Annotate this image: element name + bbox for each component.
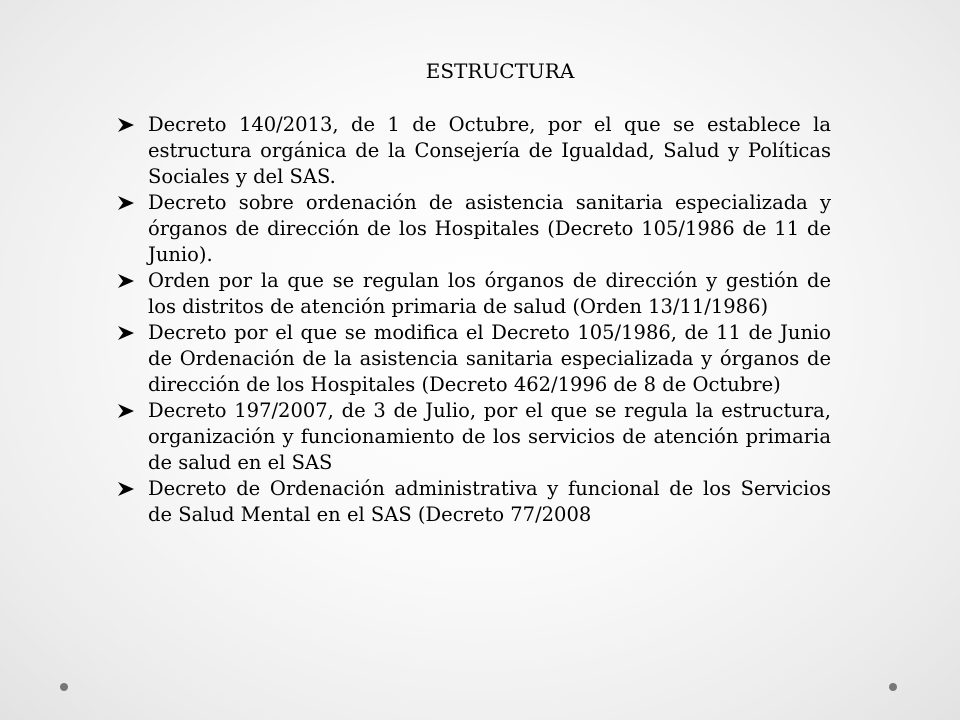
arrow-bullet-icon — [118, 274, 134, 288]
list-item — [118, 320, 831, 398]
list-item-text: Decreto 197/2007, de 3 de Julio, por el que se regula la estructura, organización y funcionamiento de los servicios de atención primaria de salud en el SAS — [148, 399, 831, 474]
decorative-dot-right — [889, 683, 897, 691]
list-item-text: Decreto de Ordenación administrativa y funcional de los Servicios de Salud Mental en el SAS (Decreto 77/2008 — [148, 477, 831, 526]
list-item-text: Decreto por el que se modifica el Decreto 105/1986, de 11 de Junio de Ordenación de la asistencia sanitaria especializada y órganos de dirección de los Hospitales (Decreto 462/1996 de 8 de Octubre) — [148, 321, 831, 396]
list-item — [118, 398, 831, 476]
list-item — [118, 190, 831, 268]
list-item — [118, 268, 831, 320]
list-item-text: Decreto sobre ordenación de asistencia sanitaria especializada y órganos de dirección de los Hospitales (Decreto 105/1986 de 11 de Junio). — [148, 191, 831, 266]
arrow-bullet-icon — [118, 404, 134, 418]
decorative-dot-left — [60, 683, 68, 691]
slide-title: ESTRUCTURA — [425, 59, 575, 83]
arrow-bullet-icon — [118, 196, 134, 210]
list-item-text: Decreto 140/2013, de 1 de Octubre, por el que se establece la estructura orgánica de la Consejería de Igualdad, Salud y Políticas Sociales y del SAS. — [148, 113, 831, 188]
arrow-bullet-icon — [118, 482, 134, 496]
list-item — [118, 476, 831, 528]
arrow-bullet-icon — [118, 118, 134, 132]
list-item-text: Orden por la que se regulan los órganos de dirección y gestión de los distritos de atención primaria de salud (Orden 13/11/1986) — [148, 269, 831, 318]
list-item — [118, 112, 831, 190]
bullet-list — [118, 112, 831, 528]
arrow-bullet-icon — [118, 326, 134, 340]
